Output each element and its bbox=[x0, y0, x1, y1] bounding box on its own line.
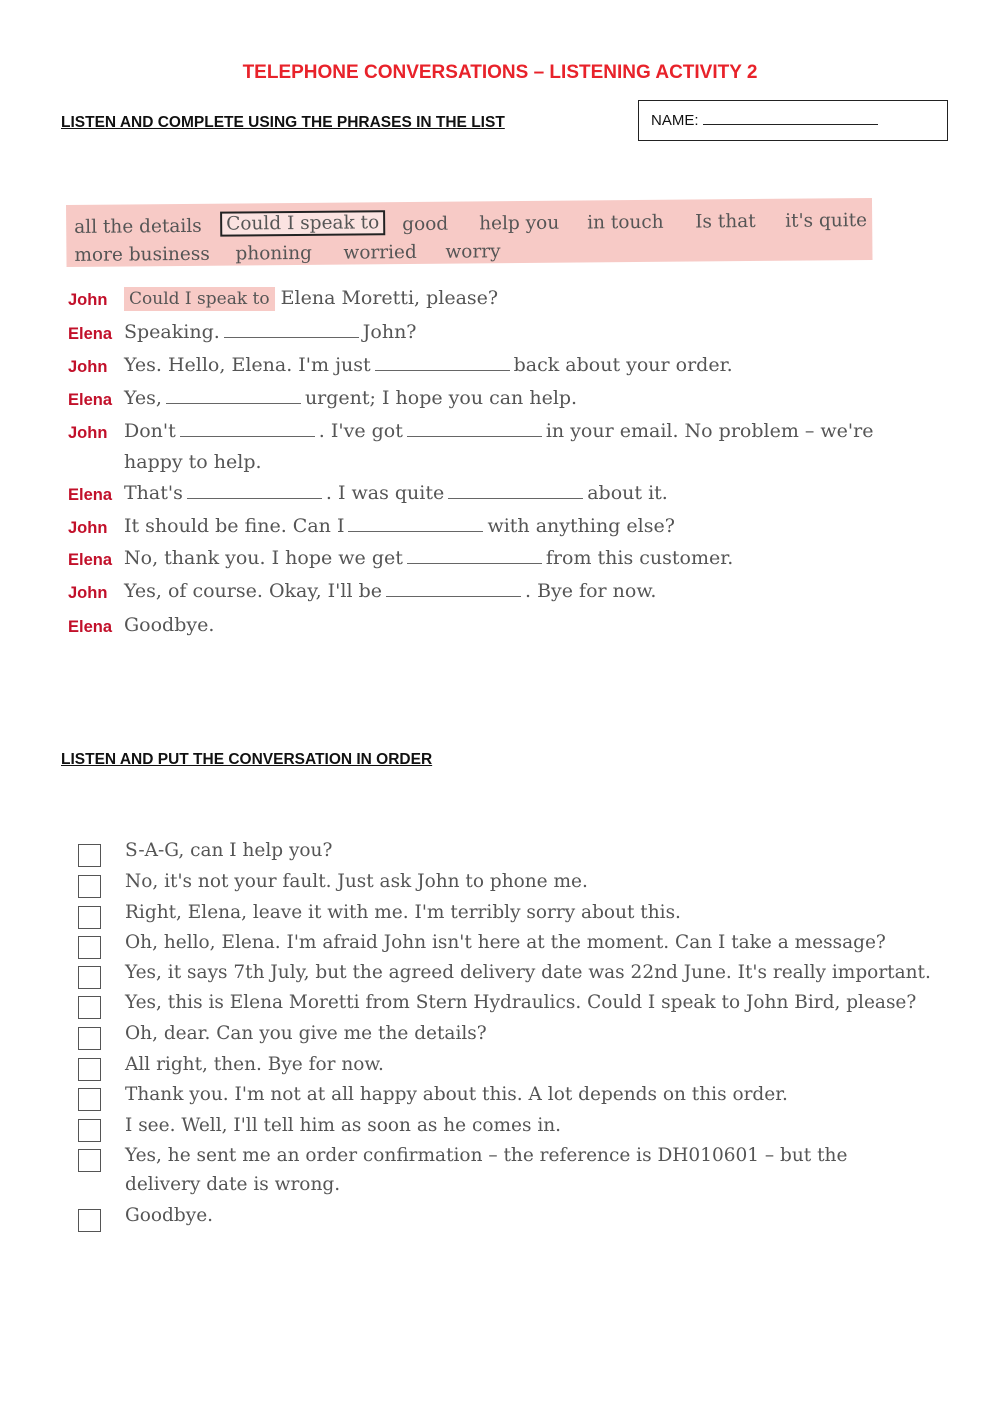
utterance-text: . Bye for now. bbox=[524, 580, 657, 602]
utterance bbox=[124, 515, 675, 537]
answer-blank[interactable] bbox=[348, 517, 483, 532]
order-item-text: Yes, this is Elena Moretti from Stern Hydraulics. Could I speak to John Bird, please? bbox=[125, 992, 917, 1013]
answer-blank[interactable] bbox=[407, 422, 542, 437]
utterance bbox=[124, 614, 214, 636]
order-checkbox[interactable] bbox=[78, 1149, 101, 1172]
speaker-label: Elena bbox=[68, 618, 113, 636]
order-item-text: Oh, dear. Can you give me the details? bbox=[125, 1023, 487, 1044]
order-checkbox[interactable] bbox=[78, 1209, 101, 1232]
utterance-text: Yes, of course. Okay, I'll be bbox=[124, 580, 382, 602]
utterance-text: urgent; I hope you can help. bbox=[304, 387, 578, 409]
answer-blank[interactable] bbox=[407, 549, 542, 564]
utterance-text: Don't bbox=[124, 420, 176, 442]
order-item-text: No, it's not your fault. Just ask John to phone me. bbox=[125, 871, 588, 892]
order-item-text: S-A-G, can I help you? bbox=[125, 840, 333, 861]
answer-blank[interactable] bbox=[166, 389, 301, 404]
utterance bbox=[124, 321, 417, 343]
answer-blank[interactable] bbox=[224, 323, 359, 338]
speaker-label: John bbox=[68, 358, 108, 376]
answer-blank[interactable] bbox=[180, 422, 315, 437]
utterance-text: from this customer. bbox=[545, 547, 734, 569]
speaker-label: Elena bbox=[68, 325, 113, 343]
utterance bbox=[124, 387, 577, 409]
order-item-text: All right, then. Bye for now. bbox=[125, 1054, 384, 1075]
order-checkbox[interactable] bbox=[78, 1088, 101, 1111]
order-checkbox[interactable] bbox=[78, 1058, 101, 1081]
utterance-text: Yes, bbox=[124, 387, 162, 409]
answer-blank[interactable] bbox=[448, 484, 583, 499]
utterance-text: John? bbox=[362, 321, 417, 343]
utterance-text: happy to help. bbox=[124, 451, 262, 473]
utterance-text: No, thank you. I hope we get bbox=[124, 547, 403, 569]
utterance bbox=[124, 580, 656, 602]
phrase-is-that: Is that bbox=[695, 210, 756, 233]
utterance-text: . I was quite bbox=[325, 482, 445, 504]
phrase-worried: worried bbox=[343, 241, 417, 264]
utterance-text: . I've got bbox=[318, 420, 403, 442]
utterance bbox=[124, 547, 733, 569]
phrase-help-you: help you bbox=[479, 212, 560, 235]
utterance-text: Goodbye. bbox=[124, 614, 215, 636]
phrase-its-quite: it's quite bbox=[785, 210, 868, 232]
section2-heading: LISTEN AND PUT THE CONVERSATION IN ORDER bbox=[61, 751, 433, 768]
section1-heading: LISTEN AND COMPLETE USING THE PHRASES IN THE LIST bbox=[61, 114, 505, 131]
name-input-line[interactable] bbox=[703, 110, 878, 125]
utterance-text: Elena Moretti, please? bbox=[280, 287, 499, 309]
speaker-label: Elena bbox=[68, 551, 113, 569]
phrase-more-business: more business bbox=[74, 243, 210, 266]
order-item-text: I see. Well, I'll tell him as soon as he comes in. bbox=[125, 1115, 562, 1136]
speaker-label: John bbox=[68, 519, 108, 537]
order-checkbox[interactable] bbox=[78, 875, 101, 898]
order-checkbox[interactable] bbox=[78, 966, 101, 989]
answer-blank[interactable] bbox=[187, 484, 322, 499]
order-checkbox[interactable] bbox=[78, 996, 101, 1019]
name-field[interactable] bbox=[638, 100, 948, 141]
order-checkbox[interactable] bbox=[78, 1027, 101, 1050]
example-answer: Could I speak to bbox=[124, 287, 275, 311]
order-item-text: Right, Elena, leave it with me. I'm terribly sorry about this. bbox=[125, 902, 681, 923]
phrase-worry: worry bbox=[445, 241, 501, 263]
utterance-text: in your email. No problem – we're bbox=[545, 420, 874, 442]
utterance bbox=[124, 287, 498, 309]
speaker-label: Elena bbox=[68, 486, 113, 504]
phrase-list-box bbox=[66, 198, 873, 267]
phrase-good: good bbox=[402, 213, 449, 236]
speaker-label: John bbox=[68, 424, 108, 442]
page-title: TELEPHONE CONVERSATIONS – LISTENING ACTIVITY 2 bbox=[242, 62, 758, 83]
utterance-text: back about your order. bbox=[513, 354, 733, 376]
order-checkbox[interactable] bbox=[78, 1119, 101, 1142]
utterance-text: about it. bbox=[587, 482, 668, 504]
order-checkbox[interactable] bbox=[78, 936, 101, 959]
order-checkbox[interactable] bbox=[78, 906, 101, 929]
utterance bbox=[124, 420, 873, 442]
phrase-could-i-speak-to: Could I speak to bbox=[220, 210, 385, 236]
utterance-text: Yes. Hello, Elena. I'm just bbox=[124, 354, 371, 376]
answer-blank[interactable] bbox=[386, 582, 521, 597]
utterance-text: It should be fine. Can I bbox=[124, 515, 345, 537]
utterance-text: Speaking. bbox=[124, 321, 220, 343]
order-item-text: Yes, it says 7th July, but the agreed delivery date was 22nd June. It's really important. bbox=[125, 962, 931, 983]
speaker-label: John bbox=[68, 584, 108, 602]
utterance bbox=[124, 354, 733, 376]
utterance-text: with anything else? bbox=[487, 515, 675, 537]
speaker-label: John bbox=[68, 291, 108, 309]
order-checkbox[interactable] bbox=[78, 844, 101, 867]
order-item-text: Thank you. I'm not at all happy about this. A lot depends on this order. bbox=[125, 1084, 788, 1105]
answer-blank[interactable] bbox=[375, 356, 510, 371]
order-item-text: delivery date is wrong. bbox=[125, 1174, 341, 1195]
utterance bbox=[124, 482, 668, 504]
phrase-all-the-details: all the details bbox=[74, 215, 202, 238]
name-label: NAME: bbox=[651, 112, 699, 129]
order-item-text: Oh, hello, Elena. I'm afraid John isn't here at the moment. Can I take a message? bbox=[125, 932, 886, 953]
speaker-label: Elena bbox=[68, 391, 113, 409]
order-item-text: Goodbye. bbox=[125, 1205, 214, 1226]
phrase-phoning: phoning bbox=[235, 242, 313, 265]
order-item-text: Yes, he sent me an order confirmation – the reference is DH010601 – but the bbox=[125, 1145, 848, 1166]
phrase-in-touch: in touch bbox=[587, 211, 664, 234]
utterance-text: That's bbox=[124, 482, 183, 504]
